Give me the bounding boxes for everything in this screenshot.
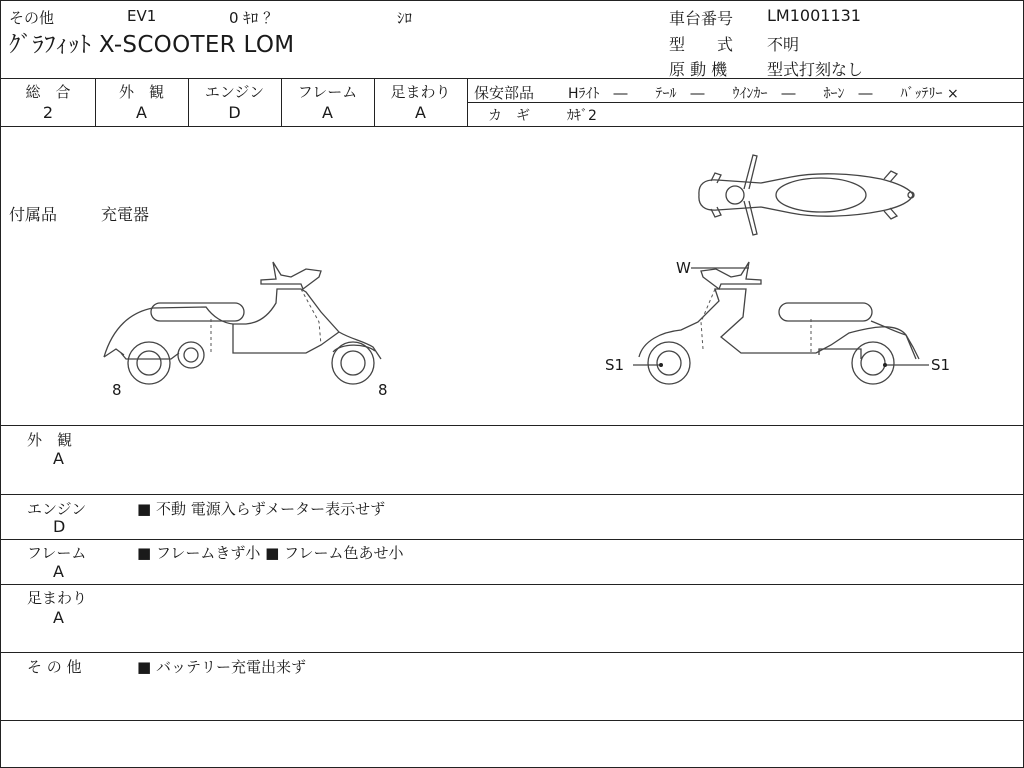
section-other-label: そ の 他 — [27, 658, 82, 676]
section-frame-grade: A — [53, 562, 64, 581]
mileage: 0 ｷﾛ ？ — [229, 9, 279, 27]
safety-parts-label: 保安部品 — [474, 84, 535, 102]
scooter-left-side-view — [104, 262, 388, 399]
type-label: 型 式 — [669, 35, 734, 54]
s1-right-label: S1 — [931, 356, 951, 374]
score-engine-label: エンジン — [204, 83, 265, 101]
score-exterior-value: A — [136, 103, 147, 122]
w-mark-label: W — [676, 259, 691, 277]
safety-parts-status: Hﾗｲﾄ ― ﾃｰﾙ ― ｳｲﾝｶｰ ― ﾎｰﾝ ― ﾊﾞｯﾃﾘｰ × — [568, 86, 959, 102]
category-label: その他 — [9, 9, 55, 27]
section-engine-label: エンジン — [27, 500, 87, 518]
key-value: ｶｷﾞ2 — [567, 108, 597, 124]
section-frame-label: フレーム — [27, 544, 87, 562]
score-suspension-label: 足まわり — [390, 83, 451, 101]
score-exterior-label: 外 観 — [118, 83, 164, 101]
section-engine-grade: D — [53, 517, 66, 536]
model-code: EV1 — [127, 7, 157, 25]
divider — [1, 720, 1023, 721]
accessories-label: 付属品 — [9, 205, 58, 224]
scooter-diagram — [1, 127, 1023, 425]
engine-label: 原 動 機 — [669, 60, 728, 79]
section-frame-notes: ■ フレームきず小 ■ フレーム色あせ小 — [137, 544, 404, 562]
scooter-right-side-view — [605, 259, 950, 384]
divider — [1, 78, 1023, 79]
chassis-number-label: 車台番号 — [669, 9, 734, 28]
score-engine-value: D — [228, 103, 241, 122]
scooter-top-view — [699, 155, 914, 235]
section-other-notes: ■ バッテリー充電出来ず — [137, 658, 306, 676]
section-exterior-label: 外 観 — [27, 431, 73, 449]
divider — [1, 539, 1023, 540]
divider — [1, 652, 1023, 653]
accessories-value: 充電器 — [101, 205, 150, 224]
section-suspension-label: 足まわり — [27, 589, 88, 607]
score-overall-value: 2 — [42, 103, 54, 122]
divider — [1, 494, 1023, 495]
tire-front-left-label: 8 — [112, 381, 122, 399]
engine-value: 型式打刻なし — [767, 60, 864, 79]
section-engine-notes: ■ 不動 電源入らずメーター表示せず — [137, 500, 386, 518]
vehicle-title: ｸﾞﾗﾌｨｯﾄ X-SCOOTER LOM — [9, 32, 295, 58]
color: ｼﾛ — [397, 9, 413, 27]
score-frame-value: A — [322, 103, 333, 122]
divider — [1, 584, 1023, 585]
divider — [1, 425, 1023, 426]
tire-rear-left-label: 8 — [378, 381, 388, 399]
s1-left-label: S1 — [605, 356, 625, 374]
score-frame-label: フレーム — [297, 83, 358, 101]
section-suspension-grade: A — [53, 608, 64, 627]
type-value: 不明 — [767, 35, 800, 54]
key-label: カ ギ — [488, 108, 530, 124]
section-exterior-grade: A — [53, 449, 64, 468]
chassis-number-value: LM1001131 — [767, 6, 861, 25]
score-suspension-value: A — [415, 103, 426, 122]
score-overall-label: 総 合 — [25, 83, 71, 101]
